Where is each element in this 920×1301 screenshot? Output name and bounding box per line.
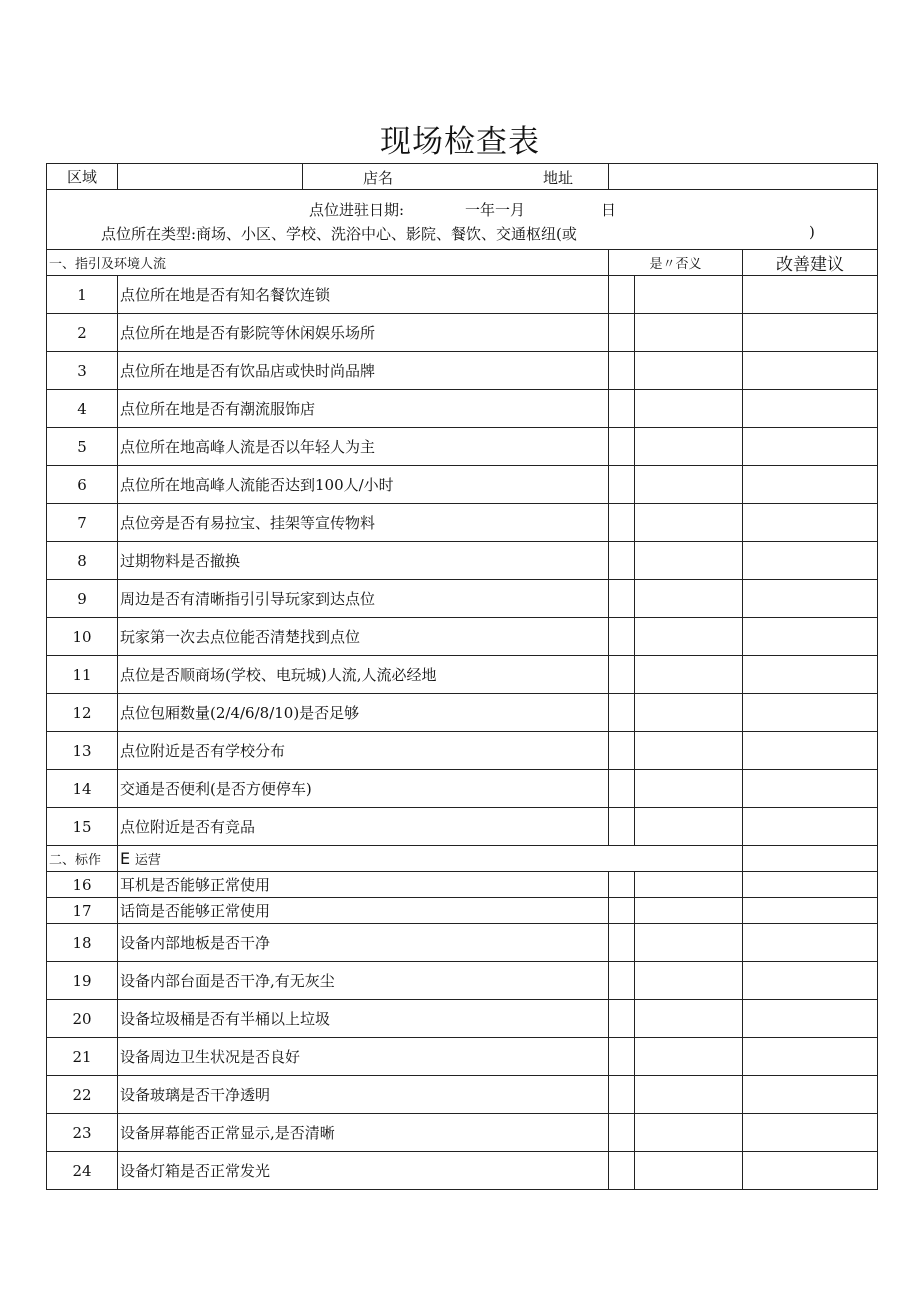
page-title: 现场检查表 xyxy=(380,124,540,160)
item-text: 设备屏幕能否正常显示,是否清晰 xyxy=(118,1114,609,1152)
check-mark-cell[interactable] xyxy=(609,872,635,898)
item-text: 设备玻璃是否干净透明 xyxy=(118,1076,609,1114)
item-text: 过期物料是否撤换 xyxy=(118,542,609,580)
item-text: 周边是否有清晰指引引导玩家到达点位 xyxy=(118,580,609,618)
item-number: 17 xyxy=(47,898,118,924)
item-text: 点位所在地是否有知名餐饮连锁 xyxy=(118,276,609,314)
check-mark-cell[interactable] xyxy=(609,1152,635,1190)
table-row xyxy=(47,770,878,808)
yes-no-cell[interactable] xyxy=(635,580,743,618)
item-number: 1 xyxy=(47,276,118,314)
yes-no-cell[interactable] xyxy=(635,1152,743,1190)
yes-no-cell[interactable] xyxy=(635,808,743,846)
item-text: 设备内部地板是否干净 xyxy=(118,924,609,962)
region-field[interactable] xyxy=(118,164,303,190)
suggestion-cell[interactable] xyxy=(743,466,878,504)
table-row xyxy=(47,656,878,694)
suggestion-cell[interactable] xyxy=(743,276,878,314)
yes-no-cell[interactable] xyxy=(635,1076,743,1114)
table-row xyxy=(47,808,878,846)
inspection-table xyxy=(46,163,878,1190)
check-mark-cell[interactable] xyxy=(609,694,635,732)
item-text: 设备周边卫生状况是否良好 xyxy=(118,1038,609,1076)
check-mark-cell[interactable] xyxy=(609,314,635,352)
yes-no-column-header: 是〃否义 xyxy=(609,250,743,276)
table-row xyxy=(47,924,878,962)
section2-subtitle xyxy=(118,846,743,872)
table-row xyxy=(47,618,878,656)
suggestion-cell[interactable] xyxy=(743,1000,878,1038)
suggestion-cell[interactable] xyxy=(743,1114,878,1152)
item-text: 点位所在地高峰人流是否以年轻人为主 xyxy=(118,428,609,466)
yes-no-cell[interactable] xyxy=(635,694,743,732)
suggestion-cell[interactable] xyxy=(743,1076,878,1114)
info-cell xyxy=(47,190,878,250)
item-number: 8 xyxy=(47,542,118,580)
table-row xyxy=(47,504,878,542)
item-number: 10 xyxy=(47,618,118,656)
check-mark-cell[interactable] xyxy=(609,1076,635,1114)
suggestion-cell[interactable] xyxy=(743,808,878,846)
suggestion-cell[interactable] xyxy=(743,656,878,694)
suggestion-cell[interactable] xyxy=(743,314,878,352)
section2-subtitle-text: 运营 xyxy=(134,853,161,868)
item-text: 点位所在地是否有潮流服饰店 xyxy=(118,390,609,428)
item-number: 13 xyxy=(47,732,118,770)
yes-no-cell[interactable] xyxy=(635,618,743,656)
item-number: 11 xyxy=(47,656,118,694)
suggestion-cell[interactable] xyxy=(743,1152,878,1190)
yes-no-cell[interactable] xyxy=(635,428,743,466)
section2-e-glyph: E xyxy=(120,849,131,868)
table-row xyxy=(47,580,878,618)
item-text: 玩家第一次去点位能否清楚找到点位 xyxy=(118,618,609,656)
item-text: 话筒是否能够正常使用 xyxy=(118,898,609,924)
item-text: 点位所在地是否有饮品店或快时尚品牌 xyxy=(118,352,609,390)
yes-no-cell[interactable] xyxy=(635,1114,743,1152)
yes-no-cell[interactable] xyxy=(635,924,743,962)
store-label: 店名 xyxy=(363,169,394,187)
section-title-operation: 二、标作 xyxy=(47,846,118,872)
yes-no-cell[interactable] xyxy=(635,352,743,390)
table-row xyxy=(47,428,878,466)
table-row xyxy=(47,1000,878,1038)
table-row xyxy=(47,466,878,504)
table-row xyxy=(47,1114,878,1152)
item-text: 设备垃圾桶是否有半桶以上垃圾 xyxy=(118,1000,609,1038)
address-field[interactable] xyxy=(609,164,878,190)
item-number: 24 xyxy=(47,1152,118,1190)
section-title-guidance: 一、指引及环境人流 xyxy=(47,250,609,276)
item-text: 点位包厢数量(2/4/6/8/10)是否足够 xyxy=(118,694,609,732)
check-mark-cell[interactable] xyxy=(609,732,635,770)
item-number: 22 xyxy=(47,1076,118,1114)
yes-no-cell[interactable] xyxy=(635,962,743,1000)
item-text: 点位附近是否有学校分布 xyxy=(118,732,609,770)
item-number: 12 xyxy=(47,694,118,732)
section1-rows xyxy=(47,276,878,846)
item-number: 15 xyxy=(47,808,118,846)
check-mark-cell[interactable] xyxy=(609,770,635,808)
yes-no-cell[interactable] xyxy=(635,1038,743,1076)
entry-date-label: 点位进驻日期: xyxy=(309,200,405,219)
suggestion-column-header: 改善建议 xyxy=(743,250,878,276)
suggestion-cell[interactable] xyxy=(743,872,878,898)
yes-no-cell[interactable] xyxy=(635,466,743,504)
suggestion-cell[interactable] xyxy=(743,694,878,732)
info-row xyxy=(47,190,878,250)
item-number: 6 xyxy=(47,466,118,504)
table-row xyxy=(47,694,878,732)
check-mark-cell[interactable] xyxy=(609,428,635,466)
check-mark-cell[interactable] xyxy=(609,466,635,504)
suggestion-cell[interactable] xyxy=(743,962,878,1000)
check-mark-cell[interactable] xyxy=(609,352,635,390)
table-row xyxy=(47,542,878,580)
yes-no-cell[interactable] xyxy=(635,898,743,924)
entry-date-year-month[interactable]: 一年一月 xyxy=(465,200,526,219)
item-number: 16 xyxy=(47,872,118,898)
suggestion-cell[interactable] xyxy=(743,504,878,542)
yes-no-cell[interactable] xyxy=(635,1000,743,1038)
location-type-close: ) xyxy=(809,222,815,241)
entry-date-day[interactable]: 日 xyxy=(601,200,617,219)
region-label: 区域 xyxy=(47,164,118,190)
yes-no-cell[interactable] xyxy=(635,770,743,808)
table-row xyxy=(47,1076,878,1114)
address-label: 地址 xyxy=(543,169,574,187)
check-mark-cell[interactable] xyxy=(609,808,635,846)
check-mark-cell[interactable] xyxy=(609,962,635,1000)
item-text: 耳机是否能够正常使用 xyxy=(118,872,609,898)
check-mark-cell[interactable] xyxy=(609,1038,635,1076)
check-mark-cell[interactable] xyxy=(609,580,635,618)
table-row xyxy=(47,962,878,1000)
item-number: 20 xyxy=(47,1000,118,1038)
check-mark-cell[interactable] xyxy=(609,504,635,542)
yes-no-cell[interactable] xyxy=(635,656,743,694)
item-number: 2 xyxy=(47,314,118,352)
yes-no-cell[interactable] xyxy=(635,314,743,352)
table-row xyxy=(47,732,878,770)
check-mark-cell[interactable] xyxy=(609,618,635,656)
suggestion-cell[interactable] xyxy=(743,618,878,656)
yes-no-cell[interactable] xyxy=(635,276,743,314)
item-text: 点位所在地高峰人流能否达到100人/小时 xyxy=(118,466,609,504)
item-text: 点位所在地是否有影院等休闲娱乐场所 xyxy=(118,314,609,352)
item-text: 交通是否便利(是否方便停车) xyxy=(118,770,609,808)
section1-header-row xyxy=(47,250,878,276)
suggestion-cell[interactable] xyxy=(743,352,878,390)
suggestion-cell[interactable] xyxy=(743,580,878,618)
table-row xyxy=(47,314,878,352)
section2-rows xyxy=(47,872,878,1190)
check-mark-cell[interactable] xyxy=(609,542,635,580)
table-row xyxy=(47,390,878,428)
yes-no-cell[interactable] xyxy=(635,390,743,428)
yes-no-cell[interactable] xyxy=(635,872,743,898)
item-text: 点位旁是否有易拉宝、挂架等宣传物料 xyxy=(118,504,609,542)
yes-no-cell[interactable] xyxy=(635,504,743,542)
store-address-cell xyxy=(303,164,609,190)
item-number: 5 xyxy=(47,428,118,466)
check-mark-cell[interactable] xyxy=(609,390,635,428)
item-number: 7 xyxy=(47,504,118,542)
item-number: 21 xyxy=(47,1038,118,1076)
item-number: 9 xyxy=(47,580,118,618)
suggestion-cell[interactable] xyxy=(743,542,878,580)
table-row xyxy=(47,872,878,898)
item-text: 点位是否顺商场(学校、电玩城)人流,人流必经地 xyxy=(118,656,609,694)
table-row xyxy=(47,1038,878,1076)
check-mark-cell[interactable] xyxy=(609,656,635,694)
suggestion-cell[interactable] xyxy=(743,732,878,770)
item-text: 设备灯箱是否正常发光 xyxy=(118,1152,609,1190)
item-number: 19 xyxy=(47,962,118,1000)
table-row xyxy=(47,898,878,924)
suggestion-cell[interactable] xyxy=(743,770,878,808)
table-row xyxy=(47,352,878,390)
table-row xyxy=(47,276,878,314)
item-text: 点位附近是否有竞品 xyxy=(118,808,609,846)
item-number: 3 xyxy=(47,352,118,390)
header-row xyxy=(47,164,878,190)
item-number: 4 xyxy=(47,390,118,428)
check-mark-cell[interactable] xyxy=(609,276,635,314)
check-mark-cell[interactable] xyxy=(609,1114,635,1152)
suggestion-cell[interactable] xyxy=(743,390,878,428)
yes-no-cell[interactable] xyxy=(635,542,743,580)
suggestion-cell[interactable] xyxy=(743,898,878,924)
item-number: 23 xyxy=(47,1114,118,1152)
item-text: 设备内部台面是否干净,有无灰尘 xyxy=(118,962,609,1000)
check-mark-cell[interactable] xyxy=(609,924,635,962)
table-row xyxy=(47,1152,878,1190)
suggestion-cell[interactable] xyxy=(743,1038,878,1076)
item-number: 18 xyxy=(47,924,118,962)
section2-header-row xyxy=(47,846,878,872)
suggestion-cell[interactable] xyxy=(743,428,878,466)
item-number: 14 xyxy=(47,770,118,808)
yes-no-cell[interactable] xyxy=(635,732,743,770)
suggestion-cell[interactable] xyxy=(743,924,878,962)
section2-header-blank xyxy=(743,846,878,872)
check-mark-cell[interactable] xyxy=(609,1000,635,1038)
location-type-text: 点位所在类型:商场、小区、学校、洗浴中心、影院、餐饮、交通枢纽(或 xyxy=(101,224,577,243)
check-mark-cell[interactable] xyxy=(609,898,635,924)
